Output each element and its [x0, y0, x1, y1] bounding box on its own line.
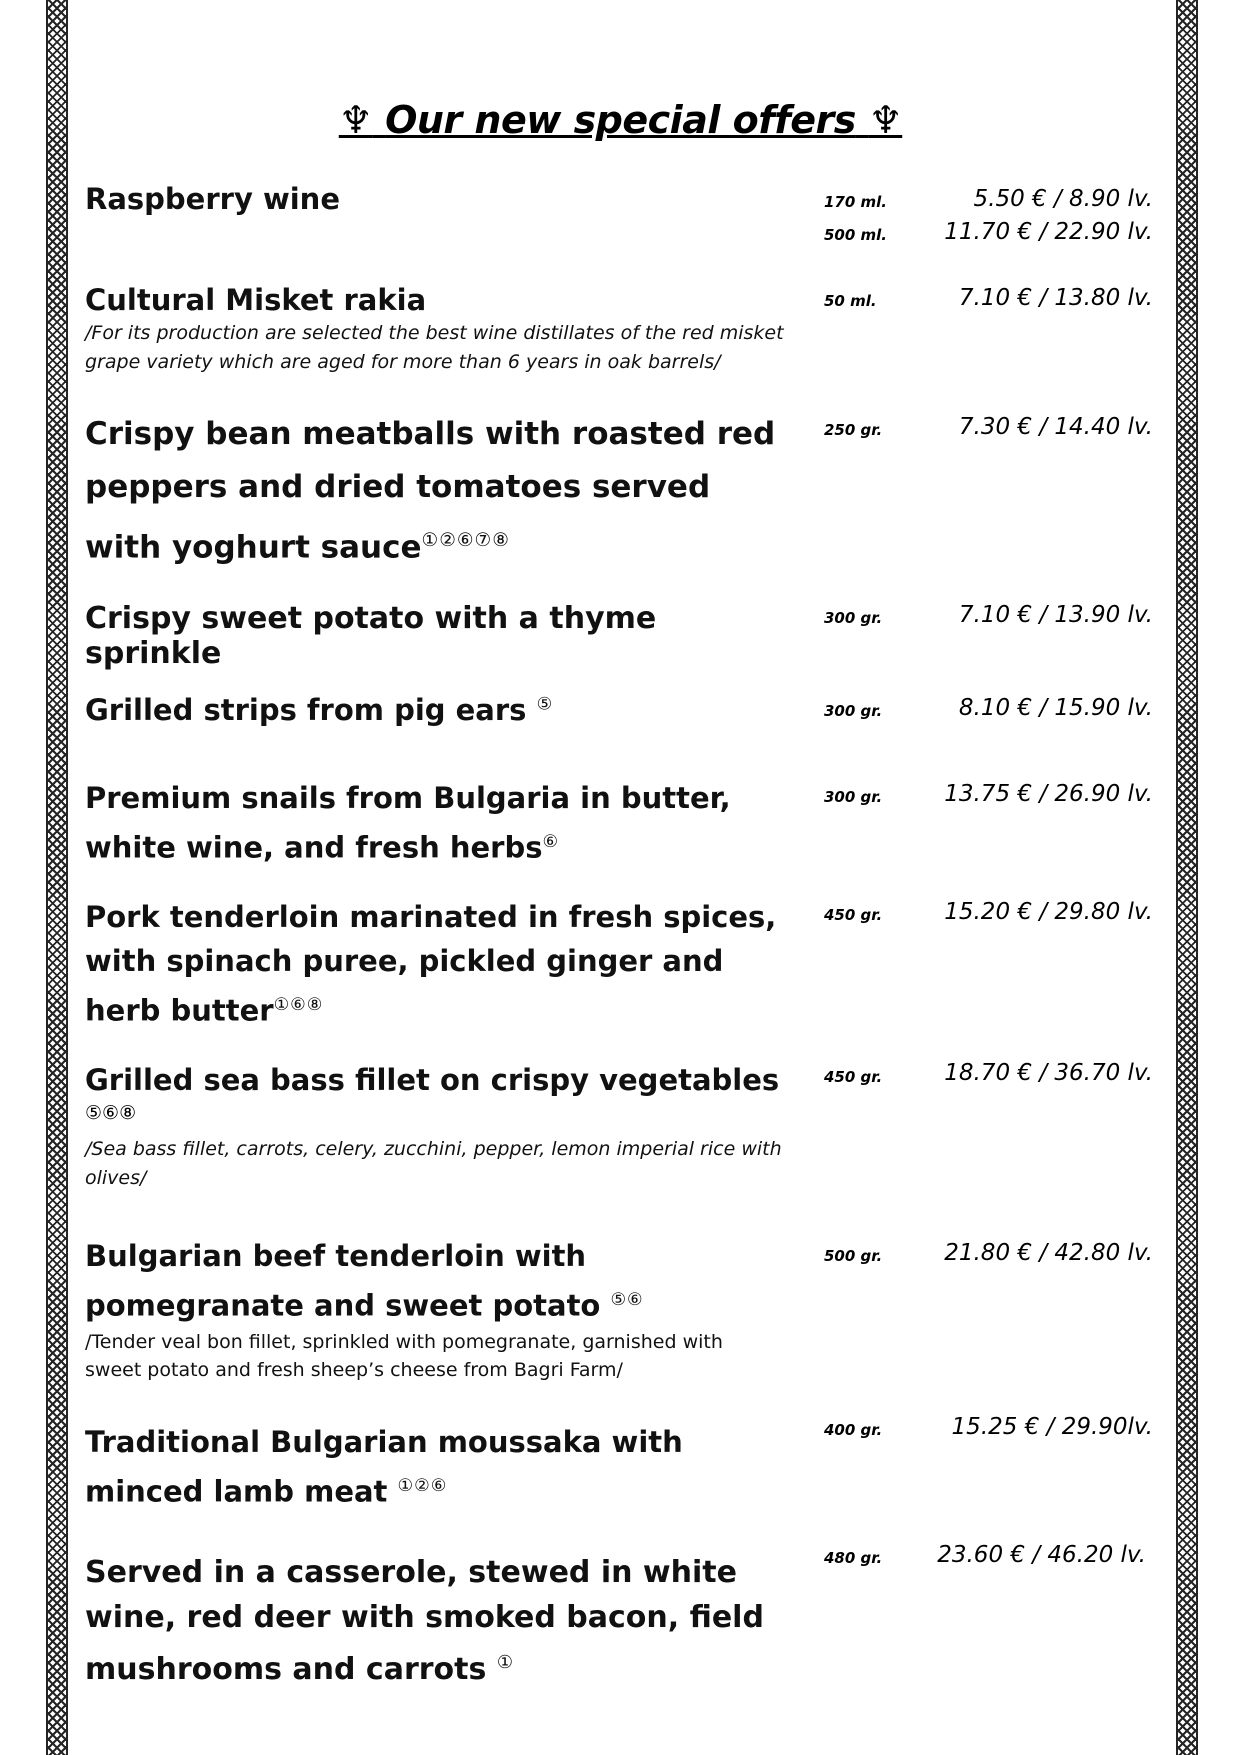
item-name-text: Traditional Bulgarian moussaka with minced lamb meat	[85, 1425, 683, 1509]
menu-item-pork-tenderloin	[85, 895, 785, 1033]
item-name: Crispy sweet potato with a thyme sprinkle	[85, 601, 657, 671]
item-price: 15.25 € / 29.90lv.	[951, 1414, 1153, 1440]
allergen-icons: ①②⑥	[397, 1476, 448, 1496]
allergen-icons: ①⑥⑧	[273, 995, 324, 1015]
item-price: 21.80 € / 42.80 lv.	[944, 1240, 1153, 1266]
ornament-icon: ♆	[338, 98, 373, 142]
item-quantity: 170 ml.	[824, 193, 888, 211]
ornament-icon: ♆	[868, 98, 903, 142]
item-quantity: 450 gr.	[824, 906, 883, 924]
allergen-icons: ①	[496, 1652, 514, 1673]
item-price: 18.70 € / 36.70 lv.	[944, 1060, 1153, 1086]
item-name-text: Pork tenderloin marinated in fresh spices, with spinach puree, pickled ginger and herb butter	[85, 900, 777, 1028]
menu-item-raspberry-wine	[85, 182, 785, 216]
item-name-text: Grilled strips from pig ears	[85, 693, 527, 727]
item-quantity: 300 gr.	[824, 702, 883, 720]
page-title-text: Our new special offers	[385, 98, 856, 142]
allergen-icons: ⑤	[536, 694, 554, 715]
item-name	[85, 1420, 785, 1514]
item-quantity: 300 gr.	[824, 609, 883, 627]
item-quantity: 300 gr.	[824, 788, 883, 806]
item-name: Raspberry wine	[85, 182, 340, 216]
item-name	[85, 693, 785, 727]
allergen-icons: ⑤⑥⑧	[85, 1103, 137, 1124]
item-description: /Sea bass fillet, carrots, celery, zucchini, pepper, lemon imperial rice with olives/	[85, 1138, 782, 1189]
allergen-icons: ①②⑥⑦⑧	[421, 530, 510, 551]
item-quantity: 450 gr.	[824, 1068, 883, 1086]
menu-item-beef-tenderloin	[85, 1234, 785, 1384]
menu-item-sea-bass	[85, 1058, 785, 1193]
menu-item-pig-ears	[85, 693, 785, 727]
item-price: 11.70 € / 22.90 lv.	[944, 219, 1153, 245]
menu-item-snails	[85, 776, 785, 870]
item-price: 7.10 € / 13.80 lv.	[958, 285, 1153, 311]
menu-item-red-deer	[85, 1550, 785, 1692]
item-price: 8.10 € / 15.90 lv.	[958, 695, 1153, 721]
item-name: Cultural Misket rakia	[85, 283, 427, 317]
item-price: 13.75 € / 26.90 lv.	[944, 781, 1153, 807]
item-price: 7.30 € / 14.40 lv.	[958, 414, 1153, 440]
menu-item-sweet-potato	[85, 601, 785, 671]
item-quantity: 480 gr.	[824, 1549, 883, 1567]
item-price: 23.60 € / 46.20 lv.	[937, 1542, 1146, 1568]
item-quantity: 50 ml.	[824, 292, 877, 310]
right-decorative-border	[1176, 0, 1198, 1755]
item-name: Grilled sea bass fillet on crispy vegetables	[85, 1063, 780, 1097]
menu-item-bean-meatballs	[85, 408, 785, 574]
item-description: /For its production are selected the best wine distillates of the red misket grape variety which are aged for more than 6 years in oak barrels/	[85, 322, 784, 373]
item-name	[85, 776, 785, 870]
item-price: 7.10 € / 13.90 lv.	[958, 602, 1153, 628]
item-name-text: Premium snails from Bulgaria in butter, white wine, and fresh herbs	[85, 781, 731, 865]
item-quantity: 250 gr.	[824, 421, 883, 439]
item-description: /Tender veal bon fillet, sprinkled with pomegranate, garnished with sweet potato and fresh sheep’s cheese from Bagri Farm/	[85, 1330, 723, 1381]
item-quantity: 500 ml.	[824, 226, 888, 244]
item-name	[85, 1234, 785, 1328]
item-name	[85, 895, 785, 1033]
item-name-text: Crispy bean meatballs with roasted red peppers and dried tomatoes served with yoghurt sauce	[85, 416, 776, 566]
item-name-text: Served in a casserole, stewed in white wine, red deer with smoked bacon, field mushrooms and carrots	[85, 1555, 764, 1687]
item-name	[85, 408, 785, 574]
item-name	[85, 1550, 785, 1692]
menu-item-misket-rakia	[85, 283, 785, 377]
item-price: 15.20 € / 29.80 lv.	[944, 899, 1153, 925]
item-price: 5.50 € / 8.90 lv.	[973, 186, 1153, 212]
allergen-icons: ⑤⑥	[610, 1290, 644, 1310]
allergen-icons: ⑥	[542, 832, 560, 852]
page-title	[0, 98, 1241, 142]
item-quantity: 400 gr.	[824, 1421, 883, 1439]
left-decorative-border	[46, 0, 68, 1755]
menu-item-moussaka	[85, 1420, 785, 1514]
item-quantity: 500 gr.	[824, 1247, 883, 1265]
item-name-text: Bulgarian beef tenderloin with pomegranate and sweet potato	[85, 1239, 601, 1323]
